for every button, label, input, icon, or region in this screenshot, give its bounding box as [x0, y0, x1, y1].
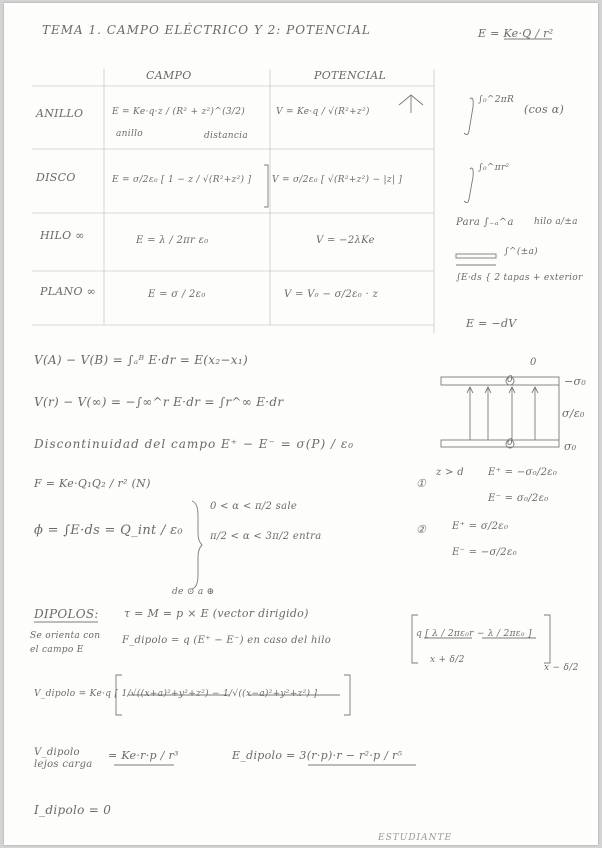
dipole-potential-far-label: V_dipolo lejos carga: [34, 747, 93, 770]
notebook-sheet: [4, 3, 598, 845]
plate-field-label: σ/ε₀: [562, 407, 585, 420]
page-title: TEMA 1. CAMPO ELÉCTRICO Y 2: POTENCIAL: [42, 23, 371, 37]
dipole-potential-far: = Ke·r·p / r³: [108, 749, 179, 762]
column-header-campo: CAMPO: [146, 69, 192, 82]
side-integral-ring: ∫₀^2πR: [478, 95, 515, 105]
dipole-force-bracket: q [ λ / 2πε₀r − λ / 2πε₀ ]: [416, 629, 532, 639]
potencial-plano: V = V₀ − σ/2ε₀ · z: [284, 289, 379, 300]
potencial-anillo: V = Ke·q / √(R²+z²): [276, 107, 370, 117]
potencial-hilo: V = −2λKe: [316, 235, 375, 246]
dipole-x-plus: x + δ/2: [430, 655, 465, 665]
campo-plano: E = σ / 2ε₀: [148, 289, 206, 300]
row-label-disco: DISCO: [36, 171, 76, 184]
plate-top-circle-label: 0: [507, 375, 514, 385]
dipole-side-note-2: el campo E: [30, 645, 84, 655]
case-b-e-plus: E⁺ = σ/2ε₀: [452, 521, 509, 532]
column-header-potencial: POTENCIAL: [314, 69, 387, 82]
flux-case-out: 0 < α < π/2 sale: [210, 501, 298, 512]
dipole-current: I_dipolo = 0: [34, 803, 112, 817]
coulomb-law: F = Ke·Q₁Q₂ / r² (N): [34, 477, 151, 490]
side-cos-alpha: (cos α): [524, 103, 565, 116]
dipole-side-note-1: Se orienta con: [30, 631, 101, 641]
case-a-mark: ①: [416, 477, 427, 490]
dipole-x-minus: x − δ/2: [544, 663, 579, 673]
dipole-force: F_dipolo = q (E⁺ − E⁻) en caso del hilo: [122, 635, 332, 646]
side-limit-note: ∫^(±a): [504, 247, 538, 257]
side-gauss: ∫E·ds { 2 tapas + exterior: [456, 273, 583, 283]
case-a-condition: z > d: [436, 467, 464, 478]
case-b-mark: ②: [416, 523, 427, 536]
plate-bottom-circle-label: 0: [507, 438, 514, 448]
side-para-right: hilo a/±a: [534, 217, 578, 227]
sketch-lines: [4, 3, 598, 845]
flux-case-in: π/2 < α < 3π/2 entra: [210, 531, 322, 542]
dipole-torque: τ = M = p × E (vector dirigido): [124, 607, 309, 620]
dipole-orientation-note: de ⊙ a ⊕: [172, 587, 215, 597]
field-discontinuity: Discontinuidad del campo E⁺ − E⁻ = σ(P) / ε₀: [34, 437, 355, 451]
dipole-potential: V_dipolo = Ke·q [ 1/√((x+a)²+y²+z²) − 1/√((x−a)²+y²+z²) ]: [34, 689, 318, 699]
footer-stamp: ESTUDIANTE: [378, 833, 453, 843]
gauss-flux: ϕ = ∫E·ds = Q_int / ε₀: [34, 523, 183, 538]
row-label-hilo: HILO ∞: [40, 229, 85, 242]
plate-top-charge: −σ₀: [564, 375, 587, 388]
campo-hilo: E = λ / 2πr ε₀: [136, 235, 209, 246]
potential-infinity: V(r) − V(∞) = −∫∞^r E·dr = ∫r^∞ E·dr: [34, 395, 284, 409]
plates-point-label: 0: [530, 357, 537, 368]
potential-difference: V(A) − V(B) = ∫ₐᴮ E·dr = E(x₂−x₁): [34, 353, 248, 367]
side-para: Para ∫₋ₐ^a: [456, 217, 514, 228]
row-label-anillo: ANILLO: [36, 107, 84, 120]
dipoles-title: DIPOLOS:: [34, 607, 99, 621]
potencial-disco: V = σ/2ε₀ [ √(R²+z²) − |z| ]: [272, 175, 403, 185]
campo-disco: E = σ/2ε₀ [ 1 − z / √(R²+z²) ]: [112, 175, 252, 185]
dipole-field: E_dipolo = 3(r·p)·r − r²·p / r⁵: [232, 749, 403, 762]
plate-bottom-charge: σ₀: [564, 440, 577, 453]
campo-anillo-note-left: anillo: [116, 129, 144, 139]
case-b-e-minus: E⁻ = −σ/2ε₀: [452, 547, 517, 558]
row-label-plano: PLANO ∞: [40, 285, 97, 298]
side-integral-disc: ∫₀^πr²: [478, 163, 510, 173]
case-a-e-plus: E⁺ = −σ₀/2ε₀: [488, 467, 558, 478]
campo-anillo-note-right: distancia: [204, 131, 249, 141]
case-a-e-minus: E⁻ = σ₀/2ε₀: [488, 493, 549, 504]
campo-anillo: E = Ke·q·z / (R² + z²)^(3/2): [112, 107, 246, 117]
side-e-grad: E = −dV: [466, 317, 517, 330]
corner-formula: E = Ke·Q / r²: [478, 27, 554, 40]
